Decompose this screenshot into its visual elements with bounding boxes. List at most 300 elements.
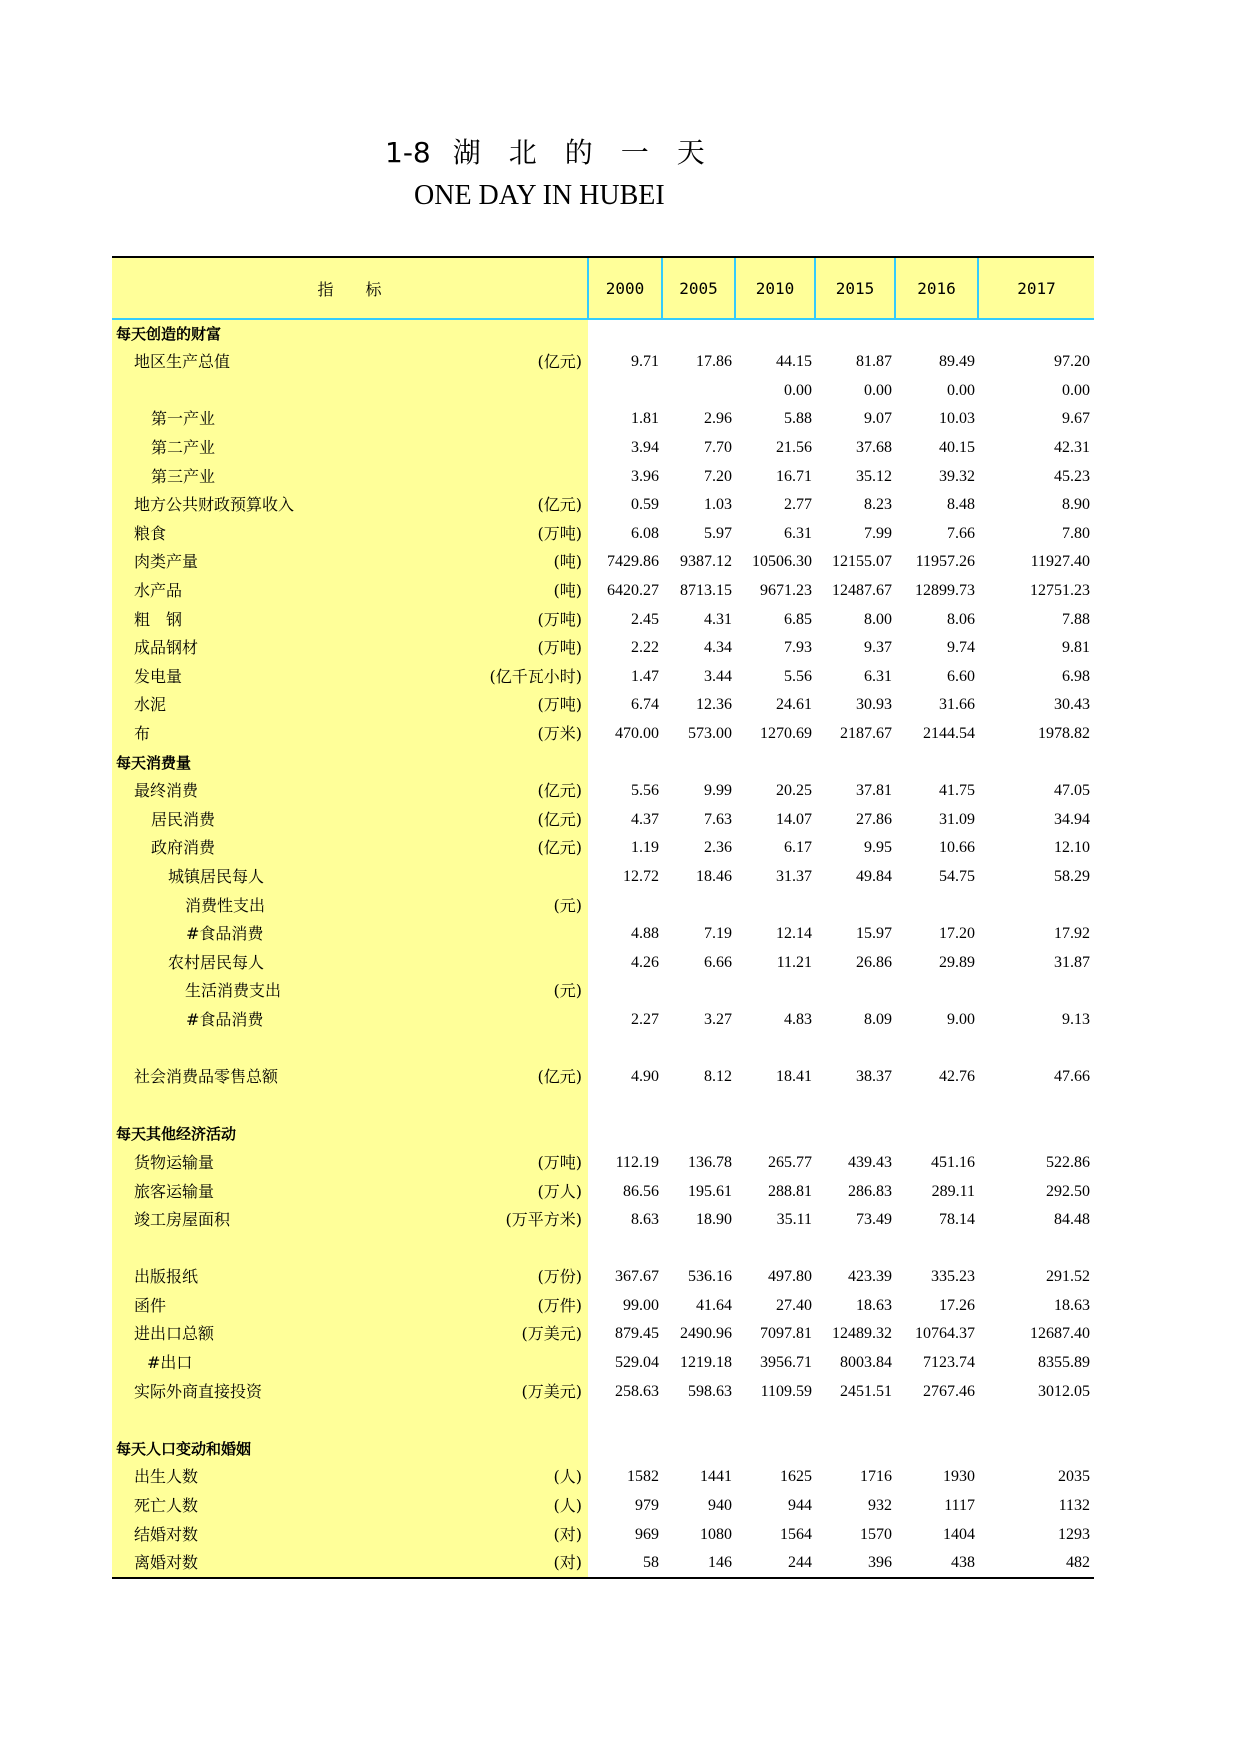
empty-cell xyxy=(735,748,815,777)
table-row xyxy=(112,948,1094,977)
empty-cell xyxy=(588,1406,662,1435)
value-cell: 18.41 xyxy=(776,1068,813,1086)
empty-cell xyxy=(815,1435,895,1464)
value-cell: 35.11 xyxy=(776,1211,813,1229)
unit-label: (万吨) xyxy=(476,1149,588,1178)
value-cell: 37.81 xyxy=(856,782,893,800)
spacer-cell xyxy=(112,1034,588,1063)
empty-cell xyxy=(978,1234,1094,1263)
value-cell xyxy=(588,377,662,406)
indicator-label: 第一产业 xyxy=(112,405,476,434)
value-cell: 6.08 xyxy=(631,524,660,542)
value-cell: 9.07 xyxy=(864,410,893,428)
indicator-label: 出版报纸 xyxy=(112,1263,476,1292)
value-cell: 58 xyxy=(588,1549,662,1578)
value-cell: 10506.30 xyxy=(752,553,813,571)
value-cell: 451.16 xyxy=(931,1153,976,1171)
value-cell: 396 xyxy=(815,1549,895,1578)
unit-label: (吨) xyxy=(476,577,588,606)
indicator-label: 结婚对数 xyxy=(112,1520,476,1549)
section-row xyxy=(112,1120,1094,1149)
empty-cell xyxy=(662,1034,735,1063)
value-cell: 54.75 xyxy=(939,867,976,885)
value-cell: 8.06 xyxy=(947,610,976,628)
value-cell: 81.87 xyxy=(856,353,893,371)
value-cell: 17.92 xyxy=(1054,925,1091,943)
value-cell: 97.20 xyxy=(1054,353,1091,371)
empty-cell xyxy=(978,1091,1094,1120)
unit-label xyxy=(476,863,588,892)
value-cell: 8.63 xyxy=(631,1211,660,1229)
value-cell xyxy=(662,377,735,406)
value-cell: 8.12 xyxy=(704,1068,733,1086)
indicator-label: 实际外商直接投资 xyxy=(112,1377,476,1406)
indicator-label: #食品消费 xyxy=(112,920,476,949)
value-cell: 7123.74 xyxy=(923,1354,976,1372)
unit-label: (万吨) xyxy=(476,520,588,549)
value-cell xyxy=(895,977,978,1006)
unit-label: (万吨) xyxy=(476,691,588,720)
table-row xyxy=(112,634,1094,663)
title-english: ONE DAY IN HUBEI xyxy=(414,180,665,211)
table-row xyxy=(112,806,1094,835)
unit-label: (万吨) xyxy=(476,605,588,634)
table-row xyxy=(112,977,1094,1006)
page-title xyxy=(385,131,705,171)
unit-label xyxy=(476,1006,588,1035)
value-cell xyxy=(978,891,1094,920)
value-cell xyxy=(662,891,735,920)
value-cell: 9.99 xyxy=(704,782,733,800)
empty-cell xyxy=(588,748,662,777)
empty-cell xyxy=(588,1234,662,1263)
section-row xyxy=(112,1435,1094,1464)
value-cell: 14.07 xyxy=(776,810,813,828)
value-cell: 12.36 xyxy=(696,696,733,714)
value-cell: 9.67 xyxy=(1062,410,1091,428)
table-row xyxy=(112,548,1094,577)
value-cell: 5.56 xyxy=(631,782,660,800)
table-row xyxy=(112,1349,1094,1378)
unit-label xyxy=(476,434,588,463)
value-cell: 8713.15 xyxy=(680,582,733,600)
value-cell: 522.86 xyxy=(1046,1153,1091,1171)
table-row xyxy=(112,1292,1094,1321)
value-cell: 1404 xyxy=(943,1525,976,1543)
table-row xyxy=(112,720,1094,749)
value-cell: 265.77 xyxy=(768,1153,813,1171)
table-body xyxy=(112,319,1094,1578)
indicator-header: 指 标 xyxy=(112,257,588,319)
table-row xyxy=(112,920,1094,949)
indicator-label: 第三产业 xyxy=(112,462,476,491)
value-cell: 17.20 xyxy=(939,925,976,943)
unit-label xyxy=(476,920,588,949)
indicator-label: 城镇居民每人 xyxy=(112,863,476,892)
value-cell: 529.04 xyxy=(615,1354,660,1372)
empty-cell xyxy=(735,1435,815,1464)
value-cell: 42.76 xyxy=(939,1068,976,1086)
value-cell: 0.00 xyxy=(864,381,893,399)
value-cell: 1570 xyxy=(860,1525,893,1543)
value-cell: 9.00 xyxy=(947,1010,976,1028)
value-cell: 6.74 xyxy=(631,696,660,714)
table-row xyxy=(112,663,1094,692)
value-cell: 5.56 xyxy=(784,667,813,685)
value-cell: 2035 xyxy=(1058,1468,1091,1486)
value-cell: 3.27 xyxy=(704,1010,733,1028)
value-cell: 35.12 xyxy=(856,467,893,485)
empty-cell xyxy=(815,1234,895,1263)
empty-cell xyxy=(662,1406,735,1435)
value-cell: 3.96 xyxy=(631,467,660,485)
unit-label: (万米) xyxy=(476,720,588,749)
value-cell: 4.83 xyxy=(784,1010,813,1028)
value-cell: 0.00 xyxy=(1062,381,1091,399)
value-cell: 1270.69 xyxy=(760,725,813,743)
empty-cell xyxy=(895,1120,978,1149)
spacer-row xyxy=(112,1234,1094,1263)
value-cell: 7.99 xyxy=(864,524,893,542)
table-row xyxy=(112,462,1094,491)
value-cell: 49.84 xyxy=(856,867,893,885)
value-cell: 1219.18 xyxy=(680,1354,733,1372)
value-cell xyxy=(815,977,895,1006)
value-cell: 112.19 xyxy=(615,1153,660,1171)
value-cell: 289.11 xyxy=(931,1182,976,1200)
indicator-label: 农村居民每人 xyxy=(112,948,476,977)
value-cell: 4.26 xyxy=(631,953,660,971)
year-header: 2000 xyxy=(588,257,662,319)
empty-cell xyxy=(978,1435,1094,1464)
value-cell: 598.63 xyxy=(688,1382,733,1400)
value-cell: 6.17 xyxy=(784,839,813,857)
empty-cell xyxy=(978,1120,1094,1149)
empty-cell xyxy=(895,1091,978,1120)
empty-cell xyxy=(895,1406,978,1435)
unit-label xyxy=(476,462,588,491)
statistics-table xyxy=(112,256,1094,1579)
value-cell: 47.05 xyxy=(1054,782,1091,800)
indicator-label: 最终消费 xyxy=(112,777,476,806)
value-cell: 11927.40 xyxy=(1030,553,1091,571)
table-row xyxy=(112,405,1094,434)
value-cell: 47.66 xyxy=(1054,1068,1091,1086)
value-cell xyxy=(815,891,895,920)
value-cell: 3012.05 xyxy=(1038,1382,1091,1400)
value-cell: 40.15 xyxy=(939,439,976,457)
table-row xyxy=(112,834,1094,863)
value-cell: 195.61 xyxy=(688,1182,733,1200)
value-cell: 39.32 xyxy=(939,467,976,485)
indicator-label: 旅客运输量 xyxy=(112,1177,476,1206)
value-cell: 244 xyxy=(735,1549,815,1578)
value-cell: 58.29 xyxy=(1054,867,1091,885)
year-header: 2015 xyxy=(815,257,895,319)
unit-label: (亿元) xyxy=(476,1063,588,1092)
empty-cell xyxy=(588,319,662,348)
table-row xyxy=(112,863,1094,892)
table-row xyxy=(112,348,1094,377)
value-cell: 6.31 xyxy=(784,524,813,542)
empty-cell xyxy=(815,1120,895,1149)
spacer-cell xyxy=(112,1406,588,1435)
value-cell: 18.63 xyxy=(1054,1296,1091,1314)
empty-cell xyxy=(815,1034,895,1063)
value-cell: 38.37 xyxy=(856,1068,893,1086)
section-row xyxy=(112,319,1094,348)
section-title: 每天人口变动和婚姻 xyxy=(112,1435,588,1464)
indicator-label: 竣工房屋面积 xyxy=(112,1206,476,1235)
value-cell: 8355.89 xyxy=(1038,1354,1091,1372)
table-row xyxy=(112,605,1094,634)
table-row xyxy=(112,1520,1094,1549)
value-cell: 1930 xyxy=(943,1468,976,1486)
value-cell: 24.61 xyxy=(776,696,813,714)
value-cell: 1.81 xyxy=(631,410,660,428)
value-cell: 2767.46 xyxy=(923,1382,976,1400)
value-cell: 11.21 xyxy=(776,953,813,971)
unit-label: (亿元) xyxy=(476,491,588,520)
value-cell: 7.88 xyxy=(1062,610,1091,628)
indicator-label: 第二产业 xyxy=(112,434,476,463)
unit-label: (元) xyxy=(476,891,588,920)
empty-cell xyxy=(735,319,815,348)
table-row xyxy=(112,1377,1094,1406)
value-cell: 1.03 xyxy=(704,496,733,514)
value-cell xyxy=(588,977,662,1006)
unit-label: (元) xyxy=(476,977,588,1006)
value-cell: 9.37 xyxy=(864,639,893,657)
value-cell: 8003.84 xyxy=(840,1354,893,1372)
table-row xyxy=(112,577,1094,606)
value-cell: 2490.96 xyxy=(680,1325,733,1343)
unit-label: (万人) xyxy=(476,1177,588,1206)
value-cell: 21.56 xyxy=(776,439,813,457)
empty-cell xyxy=(895,1034,978,1063)
indicator-label xyxy=(112,377,476,406)
value-cell: 136.78 xyxy=(688,1153,733,1171)
empty-cell xyxy=(978,1034,1094,1063)
value-cell: 20.25 xyxy=(776,782,813,800)
value-cell: 9671.23 xyxy=(760,582,813,600)
value-cell: 12687.40 xyxy=(1030,1325,1091,1343)
value-cell: 3.44 xyxy=(704,667,733,685)
value-cell: 84.48 xyxy=(1054,1211,1091,1229)
value-cell: 45.23 xyxy=(1054,467,1091,485)
value-cell: 1716 xyxy=(860,1468,893,1486)
unit-label xyxy=(476,948,588,977)
value-cell: 1978.82 xyxy=(1038,725,1091,743)
value-cell: 292.50 xyxy=(1046,1182,1091,1200)
value-cell: 1582 xyxy=(627,1468,660,1486)
value-cell: 2144.54 xyxy=(923,725,976,743)
table-row xyxy=(112,1063,1094,1092)
table-row xyxy=(112,434,1094,463)
value-cell: 12489.32 xyxy=(832,1325,893,1343)
indicator-label: 社会消费品零售总额 xyxy=(112,1063,476,1092)
unit-label: (万美元) xyxy=(476,1320,588,1349)
table-row xyxy=(112,891,1094,920)
value-cell: 258.63 xyxy=(615,1382,660,1400)
section-title: 每天消费量 xyxy=(112,748,588,777)
unit-label: (对) xyxy=(476,1549,588,1578)
value-cell: 41.64 xyxy=(696,1296,733,1314)
value-cell: 16.71 xyxy=(776,467,813,485)
value-cell: 4.37 xyxy=(631,810,660,828)
value-cell: 1132 xyxy=(1058,1497,1091,1515)
value-cell: 9.81 xyxy=(1062,639,1091,657)
unit-label xyxy=(476,377,588,406)
value-cell: 2.27 xyxy=(631,1010,660,1028)
value-cell: 6420.27 xyxy=(607,582,660,600)
empty-cell xyxy=(662,1120,735,1149)
value-cell: 7.20 xyxy=(704,467,733,485)
year-header: 2010 xyxy=(735,257,815,319)
empty-cell xyxy=(588,1435,662,1464)
value-cell: 29.89 xyxy=(939,953,976,971)
value-cell: 8.00 xyxy=(864,610,893,628)
value-cell xyxy=(735,977,815,1006)
empty-cell xyxy=(895,1234,978,1263)
value-cell: 11957.26 xyxy=(915,553,976,571)
empty-cell xyxy=(662,319,735,348)
table-header-row xyxy=(112,257,1094,319)
value-cell: 7.66 xyxy=(947,524,976,542)
indicator-label: 货物运输量 xyxy=(112,1149,476,1178)
value-cell: 8.09 xyxy=(864,1010,893,1028)
indicator-label: #出口 xyxy=(112,1349,476,1378)
value-cell: 7.93 xyxy=(784,639,813,657)
value-cell: 6.31 xyxy=(864,667,893,685)
value-cell: 30.93 xyxy=(856,696,893,714)
empty-cell xyxy=(895,319,978,348)
value-cell: 438 xyxy=(895,1549,978,1578)
value-cell: 497.80 xyxy=(768,1268,813,1286)
value-cell: 470.00 xyxy=(615,725,660,743)
indicator-label: 政府消费 xyxy=(112,834,476,863)
unit-label: (万吨) xyxy=(476,634,588,663)
unit-label: (万美元) xyxy=(476,1377,588,1406)
empty-cell xyxy=(662,748,735,777)
value-cell: 940 xyxy=(708,1497,733,1515)
year-header: 2016 xyxy=(895,257,978,319)
value-cell: 12.10 xyxy=(1054,839,1091,857)
value-cell: 17.26 xyxy=(939,1296,976,1314)
value-cell: 1441 xyxy=(700,1468,733,1486)
indicator-label: 出生人数 xyxy=(112,1463,476,1492)
value-cell: 367.67 xyxy=(615,1268,660,1286)
value-cell xyxy=(662,977,735,1006)
indicator-label: 粗 钢 xyxy=(112,605,476,634)
value-cell: 879.45 xyxy=(615,1325,660,1343)
value-cell: 4.34 xyxy=(704,639,733,657)
value-cell: 1.47 xyxy=(631,667,660,685)
indicator-label: 居民消费 xyxy=(112,806,476,835)
value-cell: 1625 xyxy=(780,1468,813,1486)
indicator-label: 成品钢材 xyxy=(112,634,476,663)
indicator-label: 函件 xyxy=(112,1292,476,1321)
spacer-row xyxy=(112,1091,1094,1120)
indicator-label: 肉类产量 xyxy=(112,548,476,577)
value-cell: 12487.67 xyxy=(832,582,893,600)
value-cell: 536.16 xyxy=(688,1268,733,1286)
value-cell: 335.23 xyxy=(931,1268,976,1286)
value-cell: 7097.81 xyxy=(760,1325,813,1343)
unit-label: (对) xyxy=(476,1520,588,1549)
section-title: 每天其他经济活动 xyxy=(112,1120,588,1149)
table-row xyxy=(112,1320,1094,1349)
value-cell xyxy=(588,891,662,920)
empty-cell xyxy=(662,1091,735,1120)
value-cell: 286.83 xyxy=(848,1182,893,1200)
empty-cell xyxy=(735,1034,815,1063)
empty-cell xyxy=(815,1406,895,1435)
value-cell: 0.00 xyxy=(947,381,976,399)
value-cell: 10764.37 xyxy=(915,1325,976,1343)
value-cell: 78.14 xyxy=(939,1211,976,1229)
value-cell: 3.94 xyxy=(631,439,660,457)
empty-cell xyxy=(895,1435,978,1464)
value-cell: 30.43 xyxy=(1054,696,1091,714)
value-cell: 482 xyxy=(978,1549,1094,1578)
unit-label: (万平方米) xyxy=(476,1206,588,1235)
indicator-label: 发电量 xyxy=(112,663,476,692)
table-row xyxy=(112,1492,1094,1521)
table-row xyxy=(112,520,1094,549)
value-cell: 31.66 xyxy=(939,696,976,714)
value-cell: 15.97 xyxy=(856,925,893,943)
unit-label xyxy=(476,405,588,434)
unit-label: (人) xyxy=(476,1492,588,1521)
value-cell: 1109.59 xyxy=(760,1382,813,1400)
value-cell: 73.49 xyxy=(856,1211,893,1229)
value-cell: 5.97 xyxy=(704,524,733,542)
value-cell: 6.85 xyxy=(784,610,813,628)
table-number: 1-8 xyxy=(385,136,431,169)
indicator-label: 布 xyxy=(112,720,476,749)
value-cell: 4.88 xyxy=(631,925,660,943)
spacer-row xyxy=(112,1406,1094,1435)
indicator-label: #食品消费 xyxy=(112,1006,476,1035)
value-cell: 0.00 xyxy=(784,381,813,399)
indicator-label: 生活消费支出 xyxy=(112,977,476,1006)
indicator-label: 水泥 xyxy=(112,691,476,720)
value-cell: 1.19 xyxy=(631,839,660,857)
value-cell: 2451.51 xyxy=(840,1382,893,1400)
value-cell: 944 xyxy=(788,1497,813,1515)
value-cell: 2.45 xyxy=(631,610,660,628)
empty-cell xyxy=(735,1120,815,1149)
value-cell: 6.66 xyxy=(704,953,733,971)
value-cell: 6.60 xyxy=(947,667,976,685)
value-cell: 7429.86 xyxy=(607,553,660,571)
year-header: 2017 xyxy=(978,257,1094,319)
value-cell: 12.72 xyxy=(623,867,660,885)
empty-cell xyxy=(978,1406,1094,1435)
indicator-label: 地方公共财政预算收入 xyxy=(112,491,476,520)
value-cell: 9.95 xyxy=(864,839,893,857)
table-row xyxy=(112,1206,1094,1235)
empty-cell xyxy=(815,1091,895,1120)
table-row xyxy=(112,691,1094,720)
empty-cell xyxy=(588,1120,662,1149)
value-cell: 99.00 xyxy=(623,1296,660,1314)
year-header: 2005 xyxy=(662,257,735,319)
unit-label: (吨) xyxy=(476,548,588,577)
value-cell: 5.88 xyxy=(784,410,813,428)
unit-label: (亿元) xyxy=(476,348,588,377)
